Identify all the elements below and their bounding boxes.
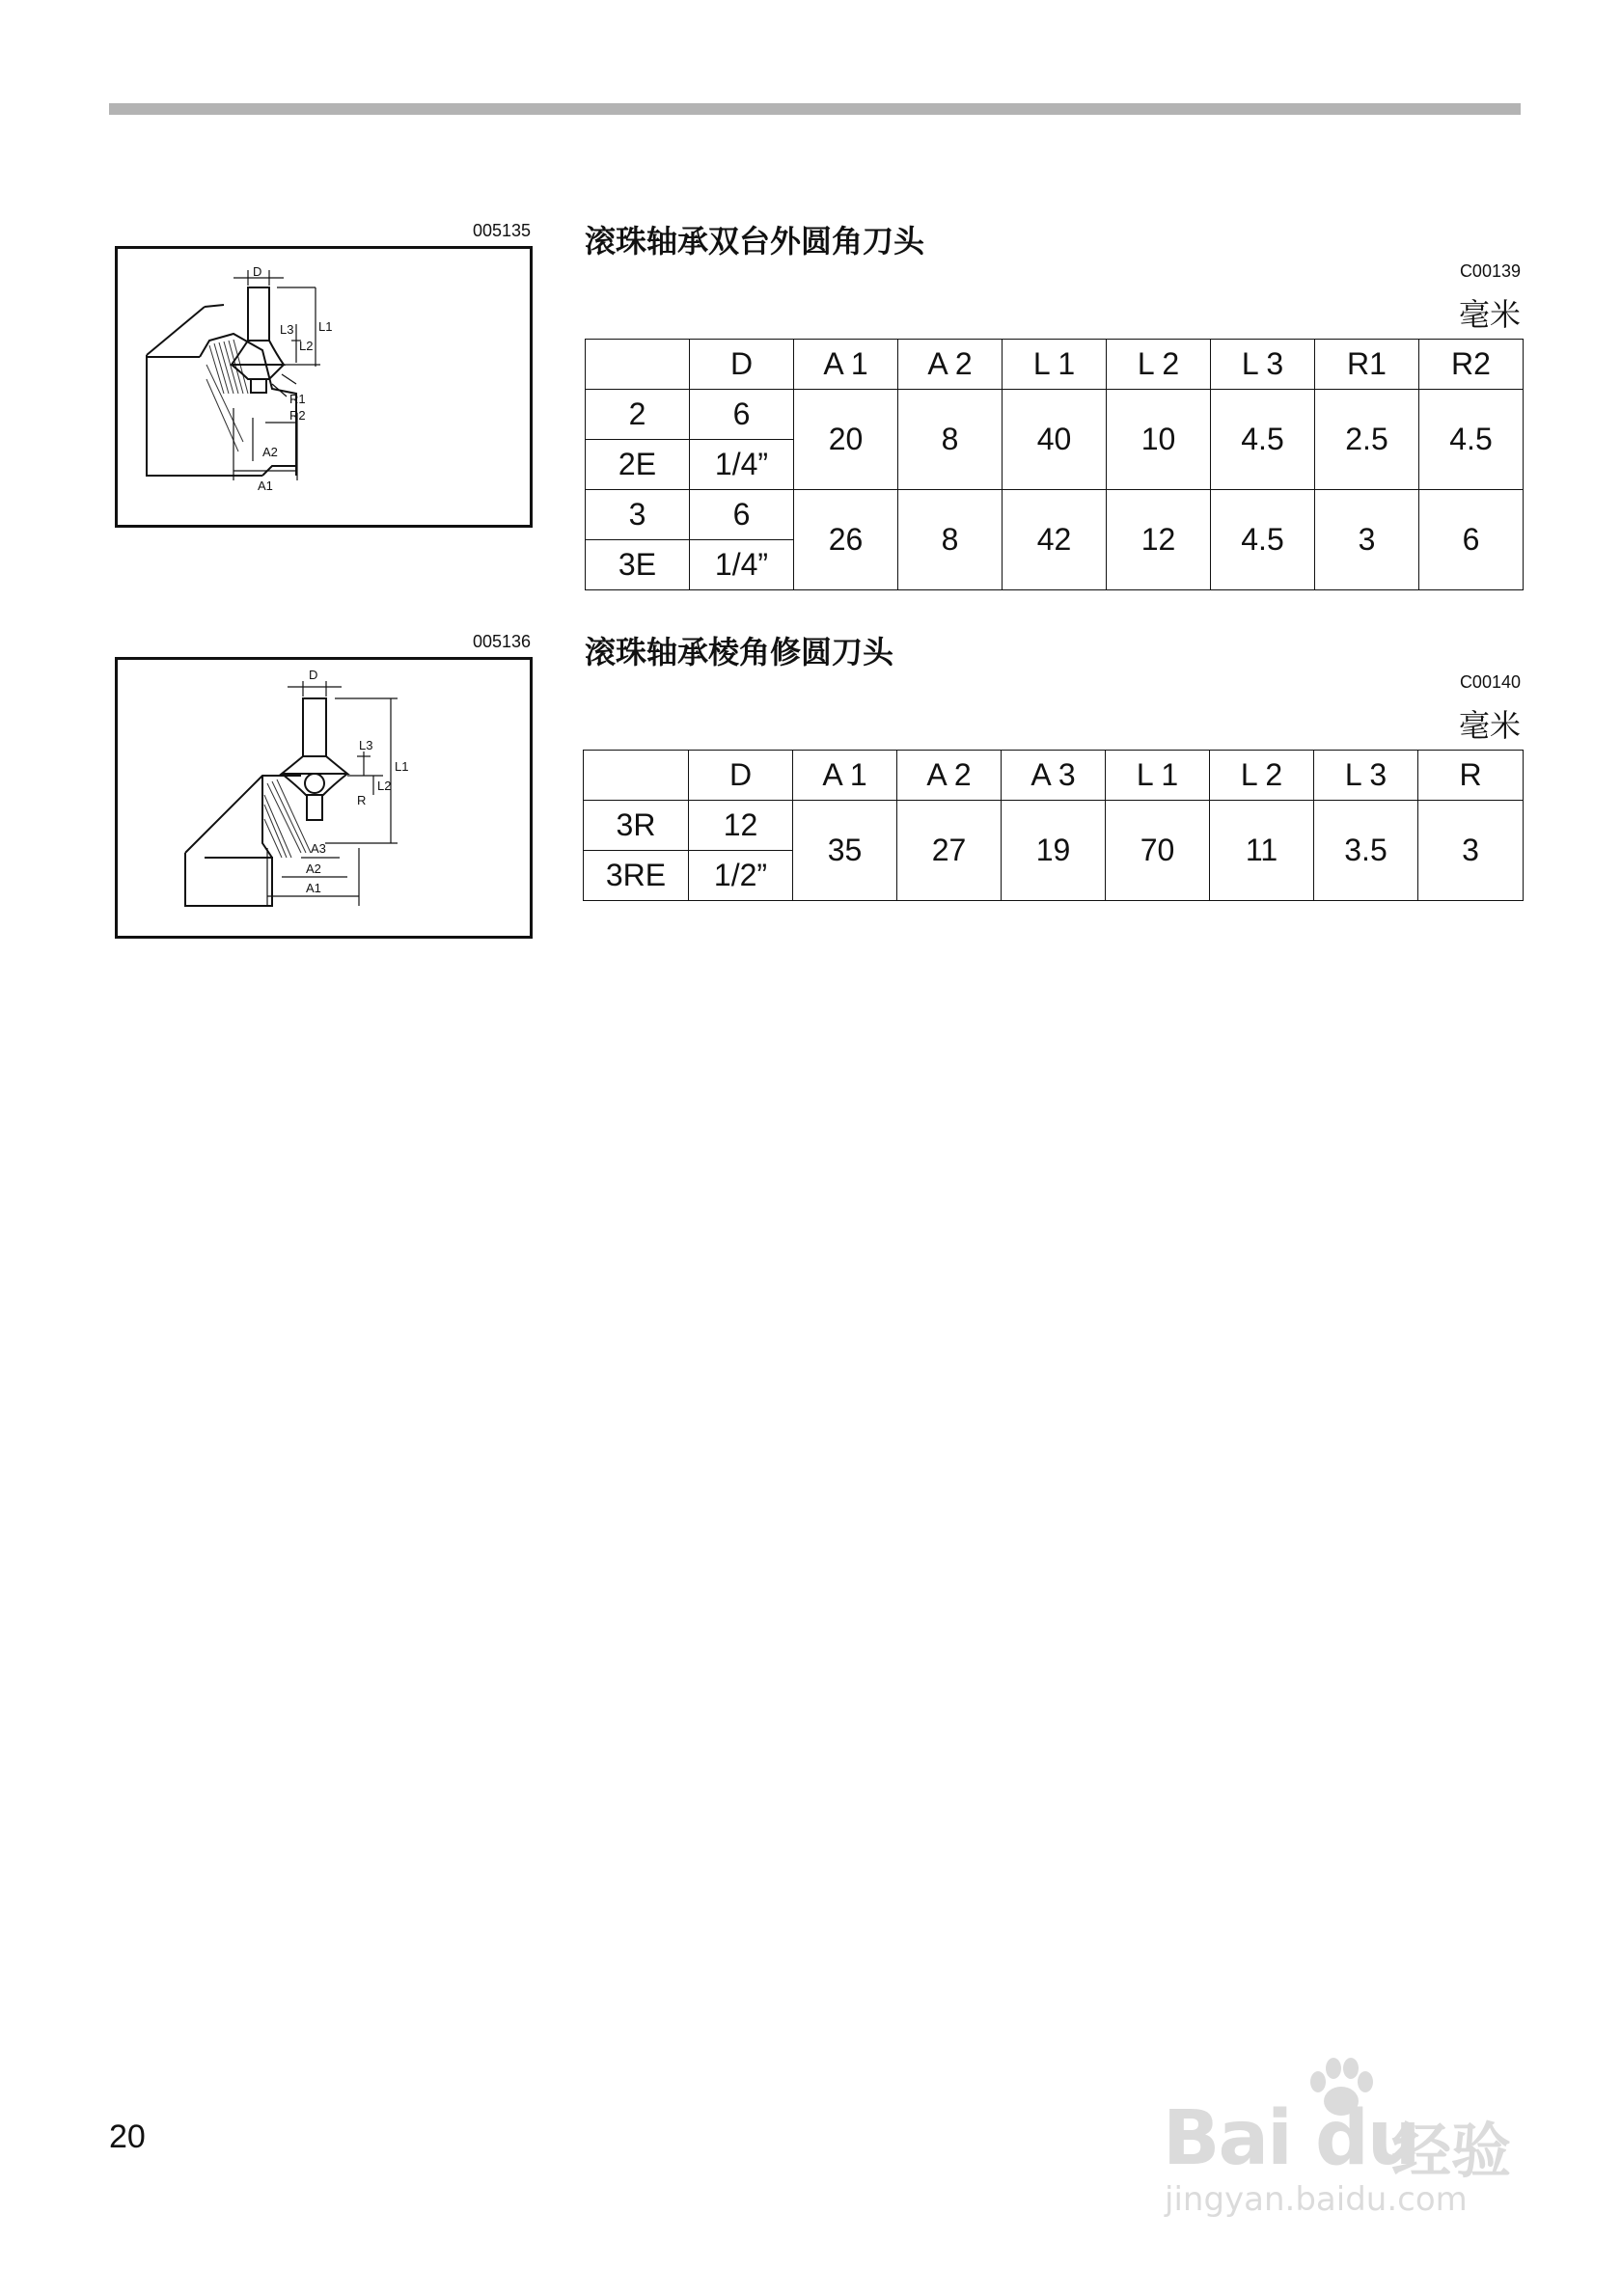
table-row: [584, 801, 1524, 851]
unit-label: 毫米: [1458, 296, 1521, 333]
table-code: C00140: [1459, 672, 1521, 692]
model-cell: 3R: [584, 801, 689, 851]
value-cell: 8: [898, 490, 1003, 590]
figure-diagram: [115, 246, 533, 528]
header-cell: A 2: [898, 340, 1003, 390]
header-cell: R2: [1419, 340, 1524, 390]
value-cell: 2.5: [1315, 390, 1419, 490]
label-a3: A3: [311, 841, 326, 856]
section-title: 滚珠轴承棱角修圆刀头: [585, 634, 894, 670]
value-cell: 4.5: [1419, 390, 1524, 490]
figure-code: 005136: [473, 632, 532, 651]
section-title: 滚珠轴承双台外圆角刀头: [585, 223, 925, 260]
figure-code: 005135: [473, 221, 532, 240]
spec-table: [585, 339, 1524, 590]
unit-label: 毫米: [1458, 707, 1521, 744]
shank-cell: 1/4”: [690, 540, 794, 590]
value-cell: 3.5: [1314, 801, 1418, 901]
header-cell: A 1: [793, 751, 897, 801]
table-header-row: [584, 751, 1524, 801]
label-l1: L1: [395, 759, 409, 774]
router-bit-drawing: [118, 249, 530, 525]
label-r1: R1: [289, 392, 306, 406]
table-code: C00139: [1459, 261, 1521, 281]
model-cell: 3RE: [584, 851, 689, 901]
header-cell: L 1: [1003, 340, 1107, 390]
label-l3: L3: [280, 322, 294, 337]
value-cell: 26: [794, 490, 898, 590]
header-cell: A 3: [1002, 751, 1106, 801]
header-cell: D: [690, 340, 794, 390]
watermark-brand-cn: 经验: [1391, 2116, 1512, 2186]
header-cell: L 3: [1211, 340, 1315, 390]
label-l1: L1: [318, 319, 333, 334]
value-cell: 40: [1003, 390, 1107, 490]
value-cell: 42: [1003, 490, 1107, 590]
model-cell: 3E: [586, 540, 690, 590]
value-cell: 35: [793, 801, 897, 901]
header-cell: L 2: [1107, 340, 1211, 390]
value-cell: 3: [1315, 490, 1419, 590]
shank-cell: 6: [690, 490, 794, 540]
label-l2: L2: [377, 779, 392, 793]
label-r2: R2: [289, 408, 306, 423]
value-cell: 10: [1107, 390, 1211, 490]
value-cell: 27: [897, 801, 1002, 901]
value-cell: 11: [1210, 801, 1314, 901]
label-a2: A2: [262, 445, 278, 459]
value-cell: 6: [1419, 490, 1524, 590]
value-cell: 12: [1107, 490, 1211, 590]
value-cell: 4.5: [1211, 390, 1315, 490]
model-cell: 2E: [586, 440, 690, 490]
watermark-url: jingyan.baidu.com: [1165, 2180, 1468, 2219]
label-d: D: [309, 668, 318, 682]
header-cell: A 1: [794, 340, 898, 390]
header-cell: L 3: [1314, 751, 1418, 801]
value-cell: 4.5: [1211, 490, 1315, 590]
router-bit-drawing: [118, 660, 530, 936]
header-cell: A 2: [897, 751, 1002, 801]
table-row: [586, 390, 1524, 440]
top-rule: [109, 103, 1521, 115]
label-l2: L2: [299, 339, 314, 353]
label-a1: A1: [306, 881, 321, 895]
header-cell: [584, 751, 689, 801]
label-l3: L3: [359, 738, 373, 752]
table-header-row: [586, 340, 1524, 390]
value-cell: 70: [1106, 801, 1210, 901]
header-cell: L 2: [1210, 751, 1314, 801]
header-cell: R1: [1315, 340, 1419, 390]
watermark: [1153, 2055, 1568, 2219]
shank-cell: 1/2”: [689, 851, 793, 901]
label-a1: A1: [258, 478, 273, 493]
value-cell: 19: [1002, 801, 1106, 901]
header-cell: D: [689, 751, 793, 801]
figure-diagram: [115, 657, 533, 939]
value-cell: 20: [794, 390, 898, 490]
watermark-brand: Bai du: [1163, 2095, 1419, 2182]
model-cell: 3: [586, 490, 690, 540]
label-r: R: [357, 793, 367, 807]
shank-cell: 1/4”: [690, 440, 794, 490]
value-cell: 3: [1418, 801, 1524, 901]
page-number: 20: [109, 2118, 146, 2155]
shank-cell: 6: [690, 390, 794, 440]
header-cell: L 1: [1106, 751, 1210, 801]
header-cell: [586, 340, 690, 390]
label-d: D: [253, 264, 262, 279]
label-a2: A2: [306, 861, 321, 876]
shank-cell: 12: [689, 801, 793, 851]
model-cell: 2: [586, 390, 690, 440]
header-cell: R: [1418, 751, 1524, 801]
table-row: [586, 490, 1524, 540]
spec-table: [583, 750, 1524, 901]
value-cell: 8: [898, 390, 1003, 490]
